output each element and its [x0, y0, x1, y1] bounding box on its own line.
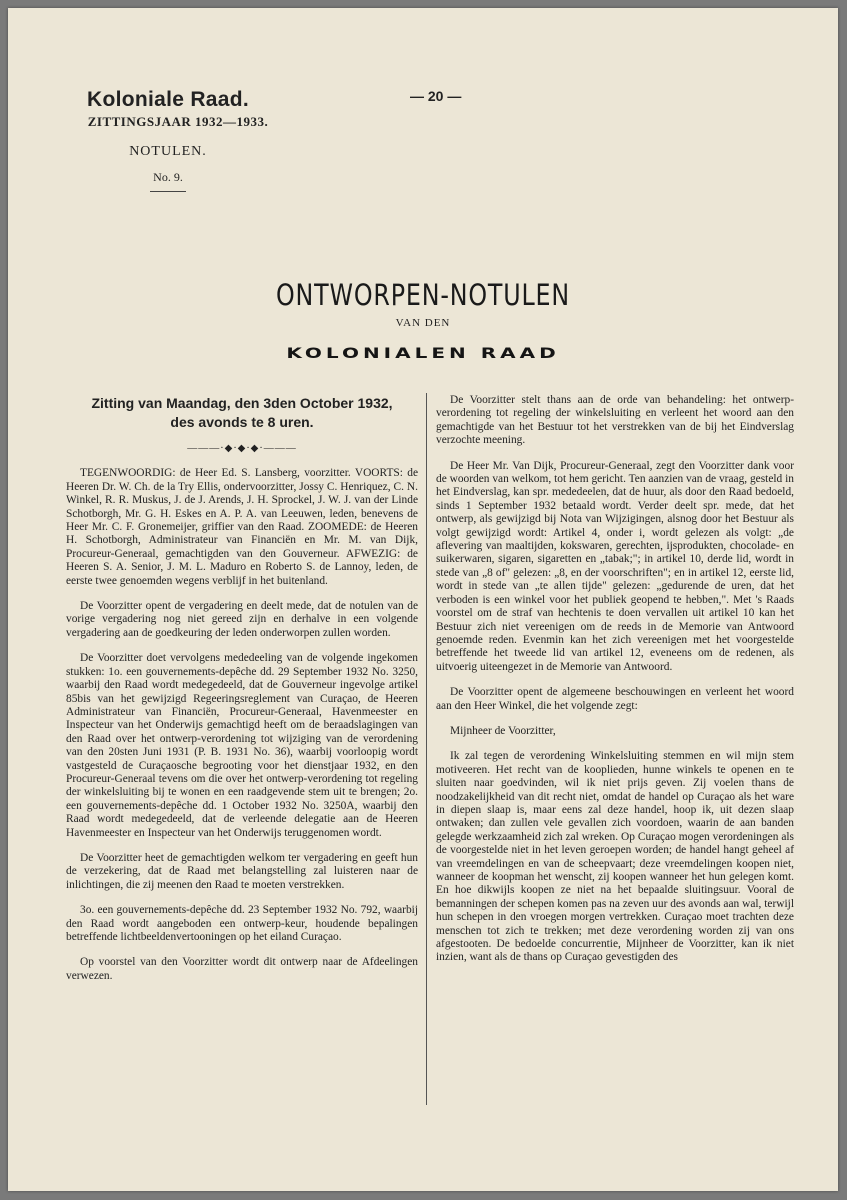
paragraph: Op voorstel van den Voorzitter wordt dit ontwerp naar de Afdeelingen verwezen. [66, 956, 418, 982]
van-den-label: VAN DEN [395, 317, 451, 329]
session-line-2: des avonds te 8 uren. [170, 414, 314, 430]
paragraph: De Heer Mr. Van Dijk, Procureur-Generaal, zegt den Voorzitter dank voor de woorden van welkom, tot hem gericht. Ten aanzien van de vraag, gesteld in het Eindverslag, kan spr. mededeelen, dat de huur, als door den Raad bedoeld, sinds 1 September 1932 betaald wordt. Verder deelt spr. mede, dat het ontwerp, als gewijzigd bij Nota van Wijzigingen, alsnog door het Bestuur als volgt gewijzigd wordt: Artikel 4, onder i, wordt gelezen als volgt: „de aflevering van maaltijden, kokswaren, gerechten, ijsprodukten, chocolade- en suikerwaren, sigaren, sigaretten en „tabak;"; in artikel 10, derde lid, wordt in stede van „8 of" gelezen: „8, en der voorschriften"; en in artikel 12, eerste lid, wordt in stede van „te allen tijde" gelezen: „gedurende de uren, dat het verboden is een winkel voor het publiek geopend te hebben,". Met 's Raads voorstel om de straf van hechtenis te doen vervallen uit artikel 10 kan het Bestuur zich niet vereenigen om de reeds in de Memorie van Antwoord genoemde reden. Evenmin kan het zich vereenigen met het voorgestelde betreffende het tweede lid van artikel 12, eveneens om de redenen, als uitvoerig uiteengezet in de Memorie van Antwoord. [436, 459, 794, 673]
paragraph: 3o. een gouvernements-depêche dd. 23 September 1932 No. 792, waarbij den Raad wordt aangeboden een ontwerp-keur, houdende bepalingen betreffende lichtbeeldenvertooningen op het eiland Curaçao. [66, 904, 418, 943]
paragraph: Ik zal tegen de verordening Winkelsluiting stemmen en wil mijn stem motiveeren. Het recht van de kooplieden, hunne winkels te openen en te sluiten naar goedvinden, wil ik niet prijs geven. Zij voelen thans de noodzakelijkheid van dit recht niet, omdat de handel op Curaçao als het ware in diepen slaap is, maar eens zal deze handel, hoop ik, uit dezen slaap ontwaken; dan zullen vele gevallen zich voordoen, waarin de aan banden gelegde werkzaamheid zich zal wreken. Op Curaçao mogen verordeningen als de voorgestelde niet in het leven geroepen worden; de handel hangt geheel af van vreemdelingen en van de scheepvaart; deze vreemdelingen koopen niet, wanneer de koopman het wenscht, zij koopen wanneer het hun gelegen komt. En hoe dikwijls koopen ze niet na het bepaalde sluitingsuur. Vooral de bemanningen der schepen komen pas na zeven uur des avonds aan wal, terwijl hun schepen in den vroegen morgen vertrekken. Curaçao moet trachten deze menschen tot zich te trekken; met deze verordening worden zij van ons afgestooten. De bedoelde concurrentie, Mijnheer de Voorzitter, kan ik niet inzien, want als de thans op Curaçao gevestigden des [436, 750, 794, 964]
short-rule [150, 191, 186, 192]
paragraph: De Voorzitter doet vervolgens mededeeling van de volgende ingekomen stukken: 1o. een gouvernements-depêche dd. 29 September 1932 No. 3250, waarbij den Raad wordt medegedeeld, dat de Gouverneur ingevolge artikel 85bis van het gewijzigd Regeeringsreglement van Curaçao, de Heeren Administrateur van Financiën, Procureur-Generaal, Havenmeester en Inspecteur van het Onderwijs gemachtigd heeft om de beraadslagingen van den Raad over het ontwerp-verordening tot wijziging van de verordening van den 20sten Juni 1931 (P. B. 1931 No. 36), waarbij voorloopig wordt vastgesteld de Curaçaosche begrooting voor het dienstjaar 1932, en den Procureur-Generaal tevens om die over het ontwerp-verordening tot regeling der winkelsluiting bij te wonen en een raadgevende stem uit te brengen; 2o. een gouvernements-depêche dd. 1 October 1932 No. 3250A, waarbij den Raad wordt medegedeeld, dat de verleende delegatie aan de Heeren Havenmeester en Inspecteur van het Onderwijs teruggenomen wordt. [66, 652, 418, 839]
paragraph: De Voorzitter opent de algemeene beschouwingen en verleent het woord aan den Heer Winkel, die het volgende zegt: [436, 686, 794, 712]
council-banner: KOLONIALEN RAAD [286, 344, 560, 362]
session-line-1: Zitting van Maandag, den 3den October 1932, [91, 395, 393, 411]
notulen-label: NOTULEN. [129, 144, 207, 159]
page-number: — 20 — [410, 88, 462, 104]
main-title: ONTWORPEN-NOTULEN [276, 278, 570, 312]
paragraph: De Voorzitter stelt thans aan de orde van behandeling: het ontwerp-verordening tot regeling der winkelsluiting en verleent het woord aan den gemachtigde van het Bestuur tot het verstrekken van de bij het Eindverslag verzochte meening. [436, 394, 794, 447]
paragraph: De Voorzitter heet de gemachtigden welkom ter vergadering en geeft hun de verzekering, dat de Raad met belangstelling zal luisteren naar de inlichtingen, die zij meenen den Raad te moeten verstrekken. [66, 851, 418, 891]
document-page [8, 8, 838, 1191]
issue-number: No. 9. [153, 170, 183, 184]
attendance-paragraph: TEGENWOORDIG: de Heer Ed. S. Lansberg, voorzitter. VOORTS: de Heeren Dr. W. Ch. de la Try Ellis, ondervoorzitter, Jossy C. Henriquez, C. N. Winkel, R. R. Muskus, J. de J. Arends, J. H. Sprockel, J. W. J. van der Linde Schotborgh, Mr. G. H. Eskes en A. P. A. van Leeuwen, leden, benevens de Heer Mr. C. F. Gronemeijer, griffier van den Raad. ZOOMEDE: de Heeren H. Schotborgh, Administrateur van Financiën en Mr. M. van Dijk, Procureur-Generaal, gemachtigden van den Gouverneur. AFWEZIG: de Heeren S. A. Senior, J. M. L. Maduro en Roberto S. de Lannoy, leden, de eerste twee genoemden wegens verblijf in het buitenland. [66, 467, 418, 587]
council-title: Koloniale Raad. [86, 88, 250, 111]
salutation: Mijnheer de Voorzitter, [450, 724, 556, 737]
session-year: ZITTINGSJAAR 1932—1933. [87, 114, 269, 129]
right-column [436, 394, 794, 965]
left-column [66, 394, 418, 983]
ornament-divider: ———·◆·◆·◆·——— [187, 443, 297, 454]
masthead [68, 88, 308, 192]
paragraph: De Voorzitter opent de vergadering en deelt mede, dat de notulen van de vorige vergadering nog niet gereed zijn en derhalve in een volgende vergadering aan de goedkeuring der leden onderworpen zullen worden. [66, 600, 418, 639]
column-divider [426, 393, 427, 1105]
